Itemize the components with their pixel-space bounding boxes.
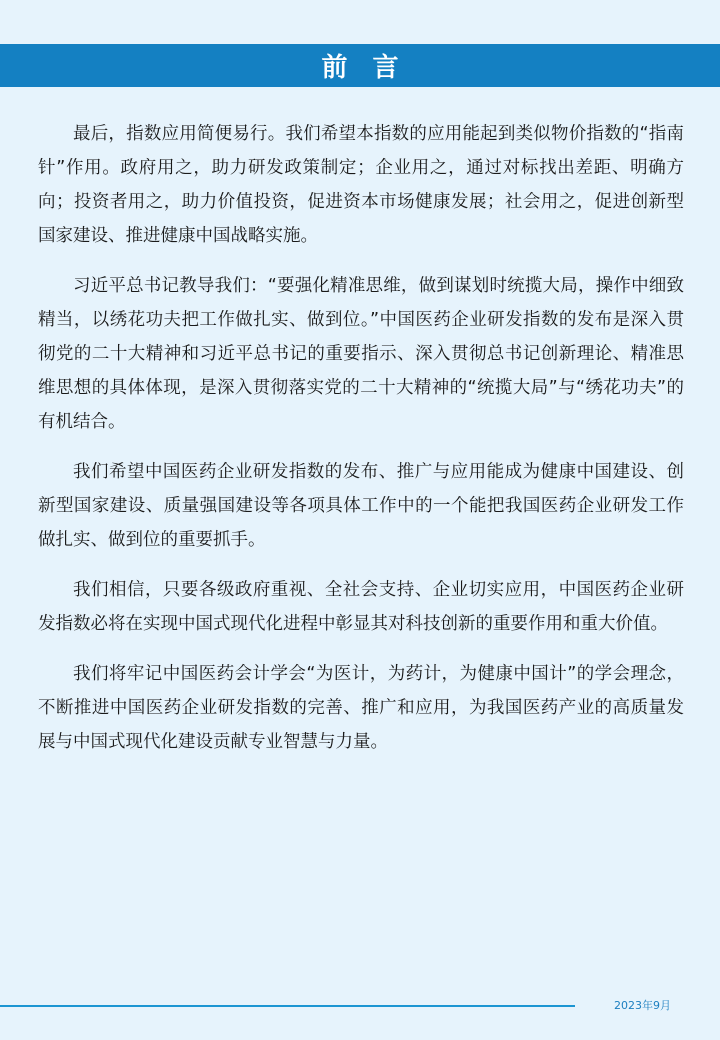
paragraph-2: 习近平总书记教导我们：“要强化精准思维，做到谋划时统揽大局，操作中细致精当，以绣花功夫把工作做扎实、做到位。”中国医药企业研发指数的发布是深入贯彻党的二十大精神和习近平总书记的重要指示、深入贯彻总书记创新理论、精准思维思想的具体体现，是深入贯彻落实党的二十大精神的“统揽大局”与“绣花功夫”的有机结合。 xyxy=(38,276,684,432)
body-text xyxy=(38,117,684,775)
paragraph-4: 我们相信，只要各级政府重视、全社会支持、企业切实应用，中国医药企业研发指数必将在实现中国式现代化进程中彰显其对科技创新的重要作用和重大价值。 xyxy=(38,580,684,634)
footer-divider xyxy=(0,1005,575,1007)
paragraph-1: 最后，指数应用简便易行。我们希望本指数的应用能起到类似物价指数的“指南针”作用。政府用之，助力研发政策制定；企业用之，通过对标找出差距、明确方向；投资者用之，助力价值投资，促进资本市场健康发展；社会用之，促进创新型国家建设、推进健康中国战略实施。 xyxy=(38,124,684,246)
footer-date: 2023年9月 xyxy=(614,999,671,1012)
page-title: 前 言 xyxy=(321,53,407,83)
paragraph-5: 我们将牢记中国医药会计学会“为医计，为药计，为健康中国计”的学会理念，不断推进中国医药企业研发指数的完善、推广和应用，为我国医药产业的高质量发展与中国式现代化建设贡献专业智慧与力量。 xyxy=(38,664,684,752)
paragraph-3: 我们希望中国医药企业研发指数的发布、推广与应用能成为健康中国建设、创新型国家建设、质量强国建设等各项具体工作中的一个能把我国医药企业研发工作做扎实、做到位的重要抓手。 xyxy=(38,462,684,550)
title-banner xyxy=(0,44,720,87)
